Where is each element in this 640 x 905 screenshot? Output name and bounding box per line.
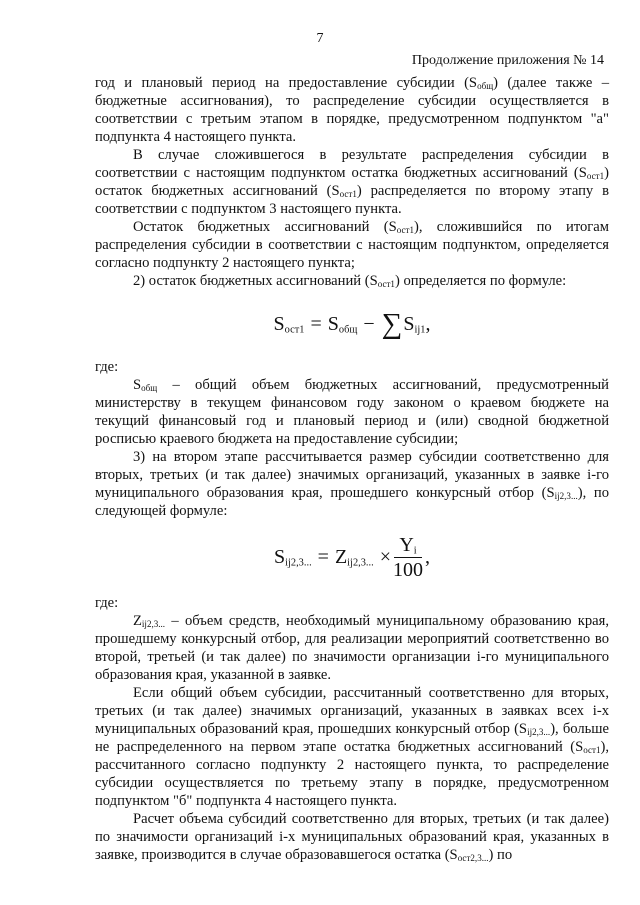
fraction: $\frac{Y_i}{100}$ <box>393 533 424 581</box>
paragraph-4: 2) остаток бюджетных ассигнований $(S_{ост1})$ определяется по формуле: <box>133 273 567 289</box>
paragraph-1: год и плановый период на предоставление субсидии $(S_{общ})$ (далее также – бюджетные ассигнования), то распределение субсидии осуществляется в соответствии с третьим этапом в порядке, предусмотренном подпунктом "а" подпункта 4 настоящего пункта. <box>95 75 609 145</box>
paragraph-8: Если общий объем субсидии, рассчитанный соответственно для вторых, третьих (и так далее) значимых организаций, указанных в заявках всех i-х муниципальных образований края, прошедших конкурсный отбор $(S_{ij2,3...})$, больше не распределенного на первом этапе остатка бюджетных ассигнований $(S_{ост1})$, рассчитанного согласно подпункту 2 настоящего пункта, то распределение субсидии осуществляется по третьему этапу в порядке, предусмотренном подпунктом "б" подпункта 4 настоящего пункта. <box>95 685 609 809</box>
formula-residual: $S_{ост1}$ = $S_{общ}$ − ∑ $S_{ij1}$ , <box>273 307 431 340</box>
formula-subsidy: $S_{ij2,3...}$ = $Z_{ij2,3...}$ × $\frac{Y_i}{100}$ , <box>273 533 431 581</box>
where-label-2: где: <box>95 595 119 611</box>
paragraph-5: $S_{общ}$ – общий объем бюджетных ассигнований, предусмотренный министерству в текущем финансовом году законом о краевом бюджете на текущий финансовый год и плановый период и (или) сводной бюджетной росписью краевого бюджета на предоставление субсидии; <box>95 377 609 447</box>
paragraph-6: 3) на втором этапе рассчитывается размер субсидии соответственно для вторых, третьих (и так далее) значимых организаций, указанных в заявке i-го муниципального образования края, прошедшего конкурсный отбор $(S_{ij2,3...})$, по следующей формуле: <box>95 449 610 519</box>
where-label-1: где: <box>95 359 119 375</box>
page-number: 7 <box>316 31 324 46</box>
paragraph-3: Остаток бюджетных ассигнований $(S_{ост1})$, сложившийся по итогам распределения субсидии в соответствии с настоящим подпунктом, определяется согласно подпункту 2 настоящего пункта; <box>95 219 610 271</box>
paragraph-2: В случае сложившегося в результате распределения субсидии в соответствии с настоящим подпунктом остатка бюджетных ассигнований $(S_{ост1})$ остаток бюджетных ассигнований $(S_{ост1})$ распределяется по второму этапу в соответствии с подпунктом 3 настоящего пункта. <box>95 147 609 217</box>
paragraph-7: $Z_{ij2,3...}$ – объем средств, необходимый муниципальному образованию края, прошедшему конкурсный отбор, для реализации мероприятий соответственно во второй, третьей (и так далее) по значимости организации i-го муниципального образования края, указанной в заявке. <box>95 613 609 683</box>
paragraph-9: Расчет объема субсидий соответственно для вторых, третьих (и так далее) по значимости организаций i-х муниципальных образований края, указанных в заявке, производится в случае образовавшегося остатка $(S_{ост2,3...})$ по <box>95 811 609 863</box>
appendix-header: Продолжение приложения № 14 <box>411 53 604 68</box>
document-body <box>95 74 609 864</box>
sum-symbol: ∑ <box>381 307 403 340</box>
